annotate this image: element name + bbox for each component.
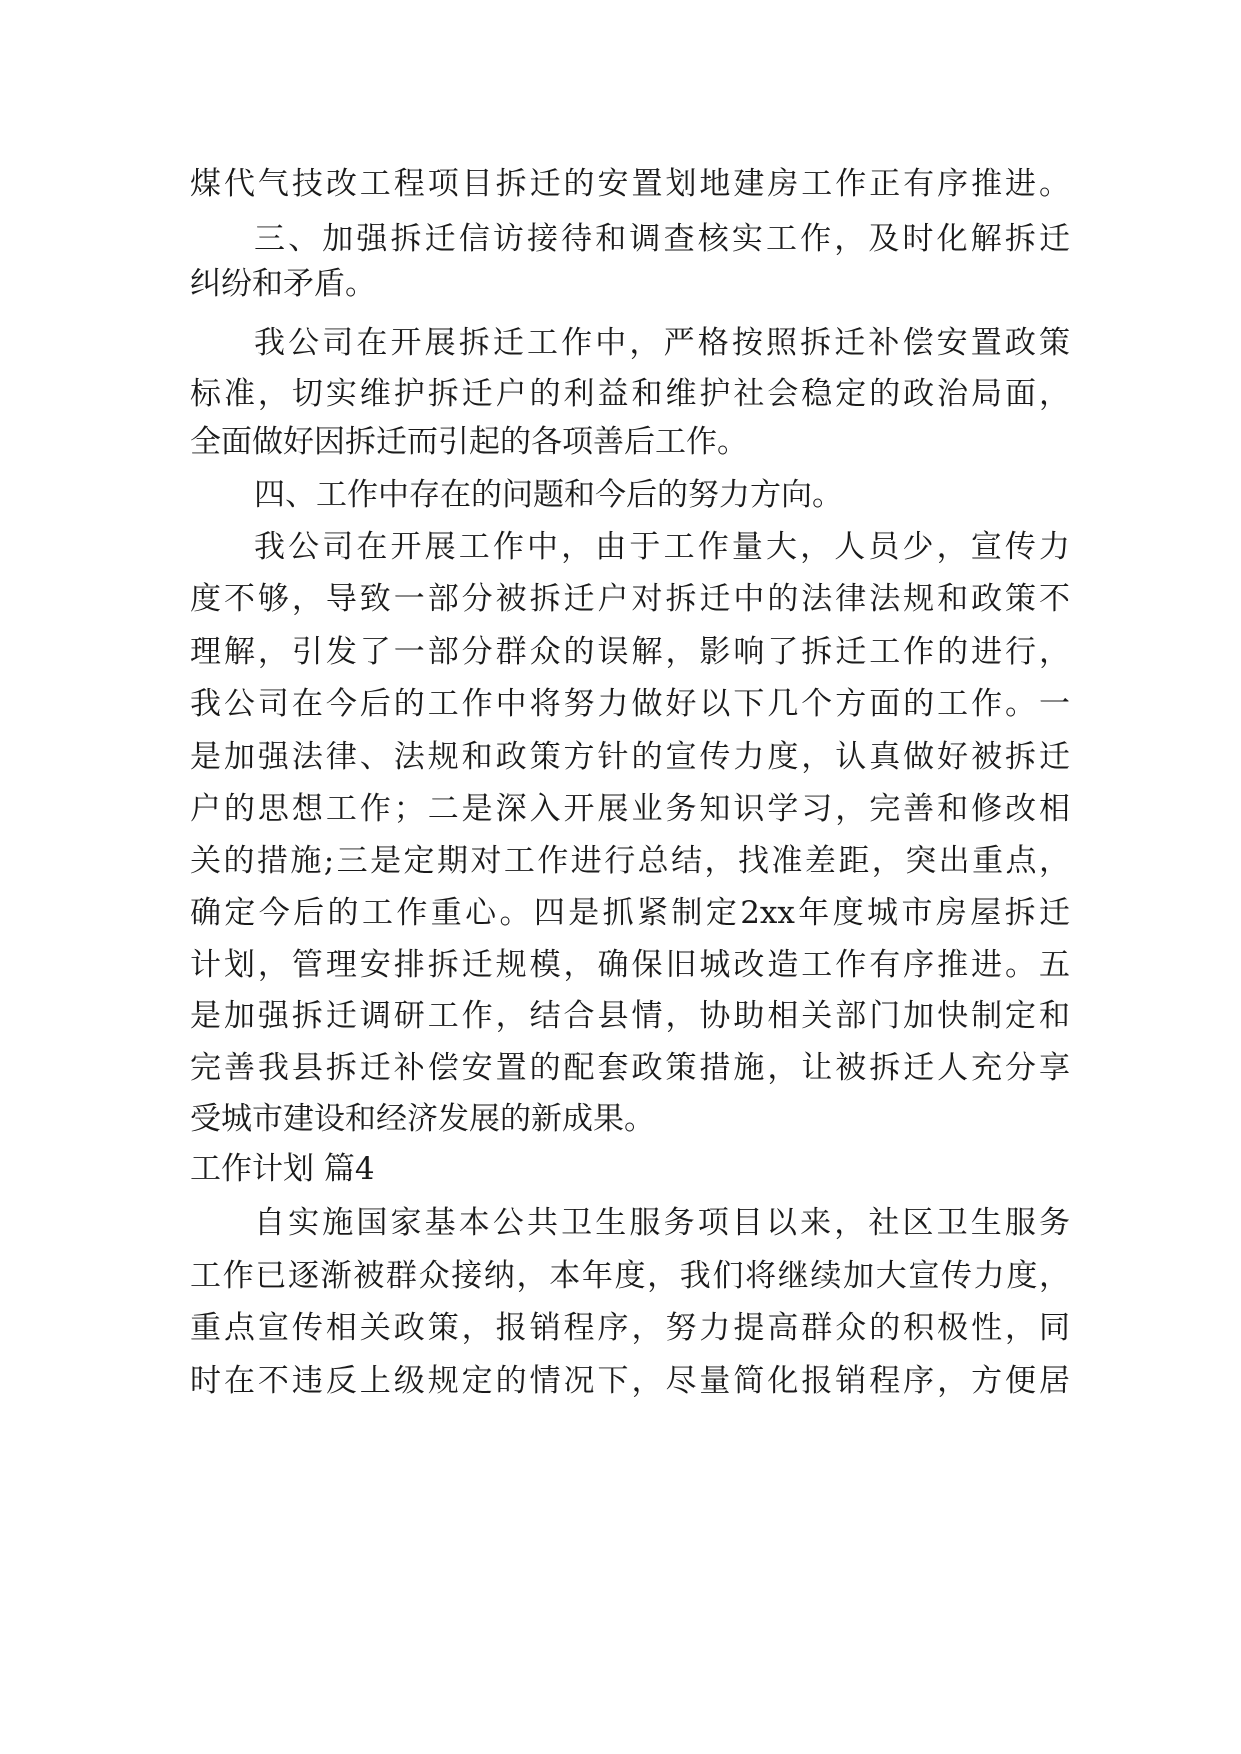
paragraph-line: 我公司在开展拆迁工作中，严格按照拆迁补偿安置政策: [254, 325, 1070, 361]
paragraph-line: 计划，管理安排拆迁规模，确保旧城改造工作有序推进。五: [190, 947, 1070, 983]
paragraph-line: 我公司在今后的工作中将努力做好以下几个方面的工作。一: [190, 686, 1070, 722]
paragraph-line: 户的思想工作；二是深入开展业务知识学习，完善和修改相: [190, 791, 1070, 827]
paragraph-line: 重点宣传相关政策，报销程序，努力提高群众的积极性，同: [190, 1310, 1070, 1346]
paragraph-line: 标准，切实维护拆迁户的利益和维护社会稳定的政治局面，: [190, 376, 1070, 412]
paragraph-line: 是加强拆迁调研工作，结合县情，协助相关部门加快制定和: [190, 998, 1070, 1034]
paragraph-line: 是加强法律、法规和政策方针的宣传力度，认真做好被拆迁: [190, 739, 1070, 775]
paragraph-line: 确定今后的工作重心。四是抓紧制定2xx年度城市房屋拆迁: [190, 895, 1070, 931]
section-heading: 三、加强拆迁信访接待和调查核实工作，及时化解拆迁: [254, 221, 1070, 257]
paragraph-line: 自实施国家基本公共卫生服务项目以来，社区卫生服务: [254, 1205, 1070, 1241]
section-heading: 纠纷和矛盾。: [190, 266, 376, 302]
paragraph-line: 关的措施;三是定期对工作进行总结，找准差距，突出重点，: [190, 843, 1070, 879]
paragraph-line: 度不够，导致一部分被拆迁户对拆迁中的法律法规和政策不: [190, 581, 1070, 617]
paragraph-line: 煤代气技改工程项目拆迁的安置划地建房工作正有序推进。: [190, 166, 1070, 202]
paragraph-line: 工作已逐渐被群众接纳，本年度，我们将继续加大宣传力度，: [190, 1258, 1070, 1294]
paragraph-line: 受城市建设和经济发展的新成果。: [190, 1101, 655, 1137]
section-heading: 四、工作中存在的问题和今后的努力方向。: [254, 477, 843, 513]
paragraph-line: 完善我县拆迁补偿安置的配套政策措施，让被拆迁人充分享: [190, 1050, 1070, 1086]
plan-heading: 工作计划 篇4: [190, 1151, 375, 1187]
paragraph-line: 我公司在开展工作中，由于工作量大，人员少，宣传力: [254, 529, 1070, 565]
paragraph-line: 时在不违反上级规定的情况下，尽量简化报销程序，方便居: [190, 1363, 1070, 1399]
paragraph-line: 全面做好因拆迁而引起的各项善后工作。: [190, 424, 748, 460]
paragraph-line: 理解，引发了一部分群众的误解，影响了拆迁工作的进行，: [190, 634, 1070, 670]
